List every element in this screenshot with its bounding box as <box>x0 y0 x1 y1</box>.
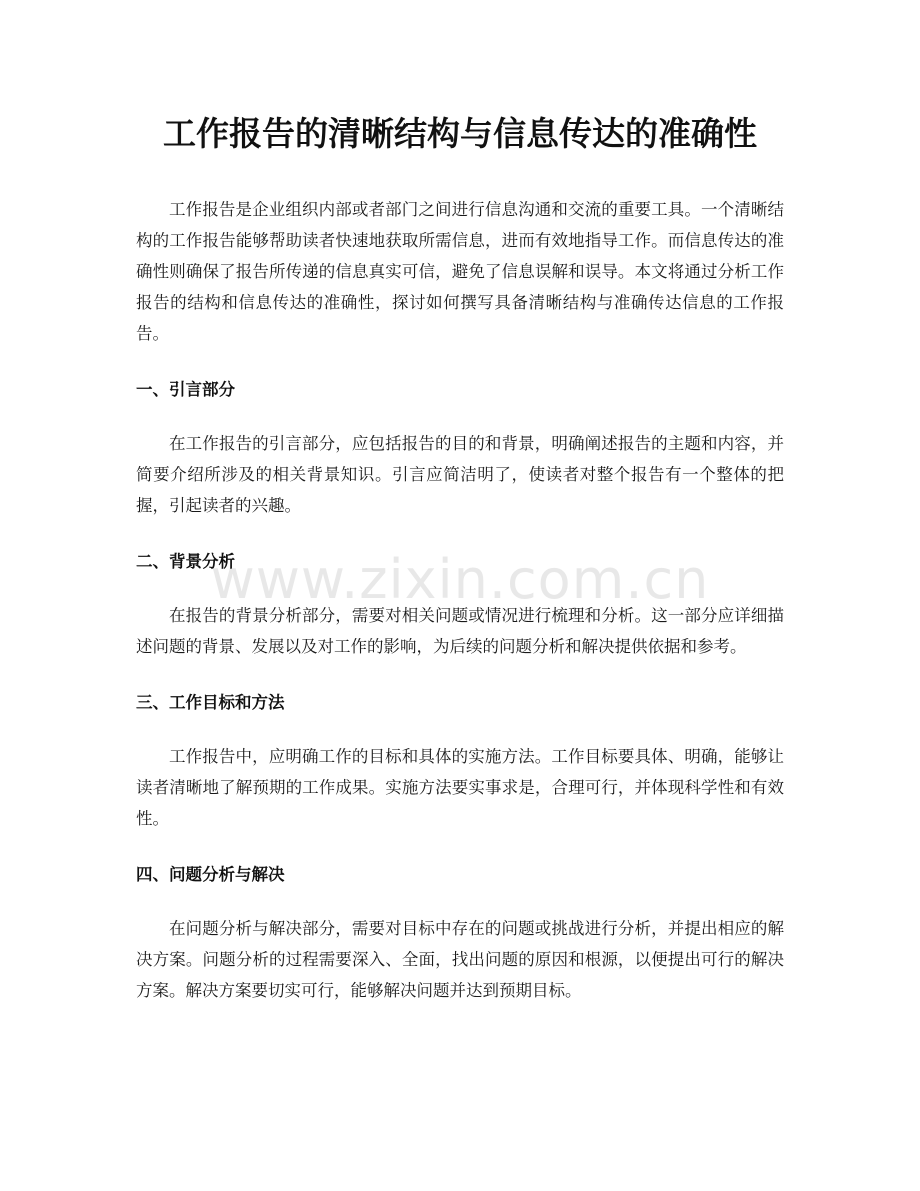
section-body-problem-solving: 在问题分析与解决部分，需要对目标中存在的问题或挑战进行分析，并提出相应的解决方案。问题分析的过程需要深入、全面，找出问题的原因和根源，以便提出可行的解决方案。解决方案要切实可行，能够解决问题并达到预期目标。 <box>136 919 784 1000</box>
section-heading-introduction: 一、引言部分 <box>136 380 235 399</box>
section-heading-goals-methods: 三、工作目标和方法 <box>136 693 285 712</box>
section-body-introduction: 在工作报告的引言部分，应包括报告的目的和背景，明确阐述报告的主题和内容，并简要介绍所涉及的相关背景知识。引言应简洁明了，使读者对整个报告有一个整体的把握，引起读者的兴趣。 <box>136 434 784 515</box>
section-body-goals-methods: 工作报告中，应明确工作的目标和具体的实施方法。工作目标要具体、明确，能够让读者清晰地了解预期的工作成果。实施方法要实事求是，合理可行，并体现科学性和有效性。 <box>136 747 784 828</box>
watermark-text: www.zixin.com.cn <box>210 548 710 611</box>
document-title: 工作报告的清晰结构与信息传达的准确性 <box>163 114 757 153</box>
section-heading-problem-solving: 四、问题分析与解决 <box>136 865 285 884</box>
section-body-background: 在报告的背景分析部分，需要对相关问题或情况进行梳理和分析。这一部分应详细描述问题的背景、发展以及对工作的影响，为后续的问题分析和解决提供依据和参考。 <box>136 606 784 656</box>
section-heading-background: 二、背景分析 <box>136 552 235 571</box>
intro-paragraph: 工作报告是企业组织内部或者部门之间进行信息沟通和交流的重要工具。一个清晰结构的工作报告能够帮助读者快速地获取所需信息，进而有效地指导工作。而信息传达的准确性则确保了报告所传递的信息真实可信，避免了信息误解和误导。本文将通过分析工作报告的结构和信息传达的准确性，探讨如何撰写具备清晰结构与准确传达信息的工作报告。 <box>136 200 784 343</box>
